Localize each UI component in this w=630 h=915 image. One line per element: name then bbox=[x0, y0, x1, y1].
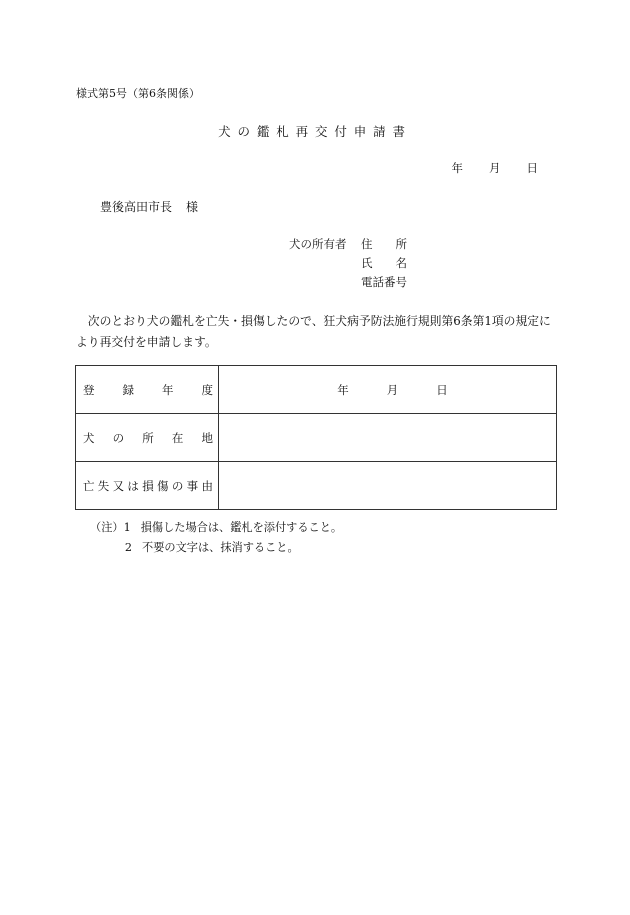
registration-year-label: 登録年度 bbox=[76, 366, 219, 414]
notes bbox=[90, 518, 342, 558]
application-date bbox=[452, 160, 539, 176]
date-year-label: 年 bbox=[451, 161, 463, 175]
application-statement: 次のとおり犬の鑑札を亡失・損傷したので、狂犬病予防法施行規則第6条第1項の規定により再交付を申請します。 bbox=[76, 314, 551, 349]
owner-address-label: 住 所 bbox=[361, 237, 407, 251]
addressee bbox=[100, 198, 198, 215]
note-text: 損傷した場合は、鑑札を添付すること。 bbox=[140, 521, 343, 534]
owner-name-label: 氏 名 bbox=[361, 256, 407, 270]
date-month-label: 月 bbox=[489, 161, 501, 175]
dog-location-label: 犬の所在地 bbox=[76, 414, 219, 462]
registration-year-unit: 年 bbox=[337, 382, 349, 397]
addressee-name: 豊後高田市長 bbox=[100, 200, 173, 214]
loss-reason-field[interactable] bbox=[219, 462, 557, 510]
dog-location-field[interactable] bbox=[219, 414, 557, 462]
registration-month-unit: 月 bbox=[386, 382, 399, 397]
note-number: 1 bbox=[123, 521, 131, 534]
registration-day-unit: 日 bbox=[436, 382, 448, 397]
date-day-label: 日 bbox=[526, 161, 538, 175]
addressee-honorific: 様 bbox=[186, 200, 199, 214]
registration-year-field[interactable] bbox=[219, 366, 557, 414]
note-prefix: （注） bbox=[90, 521, 124, 534]
table-row bbox=[76, 414, 557, 462]
note-text: 不要の文字は、抹消すること。 bbox=[142, 541, 299, 554]
registration-date-parts bbox=[219, 382, 556, 398]
table-row bbox=[76, 462, 557, 510]
application-table bbox=[75, 365, 557, 510]
table-row bbox=[76, 366, 557, 414]
loss-reason-label: 亡失又は損傷の事由 bbox=[76, 462, 219, 510]
document-title: 犬の鑑札再交付申請書 bbox=[218, 124, 412, 139]
owner-phone-label: 電話番号 bbox=[361, 275, 407, 289]
owner-label: 犬の所有者 bbox=[289, 237, 347, 251]
note-item bbox=[90, 518, 342, 538]
form-number: 様式第5号（第6条関係） bbox=[76, 87, 200, 100]
note-number: 2 bbox=[124, 541, 132, 554]
note-item bbox=[90, 538, 342, 558]
